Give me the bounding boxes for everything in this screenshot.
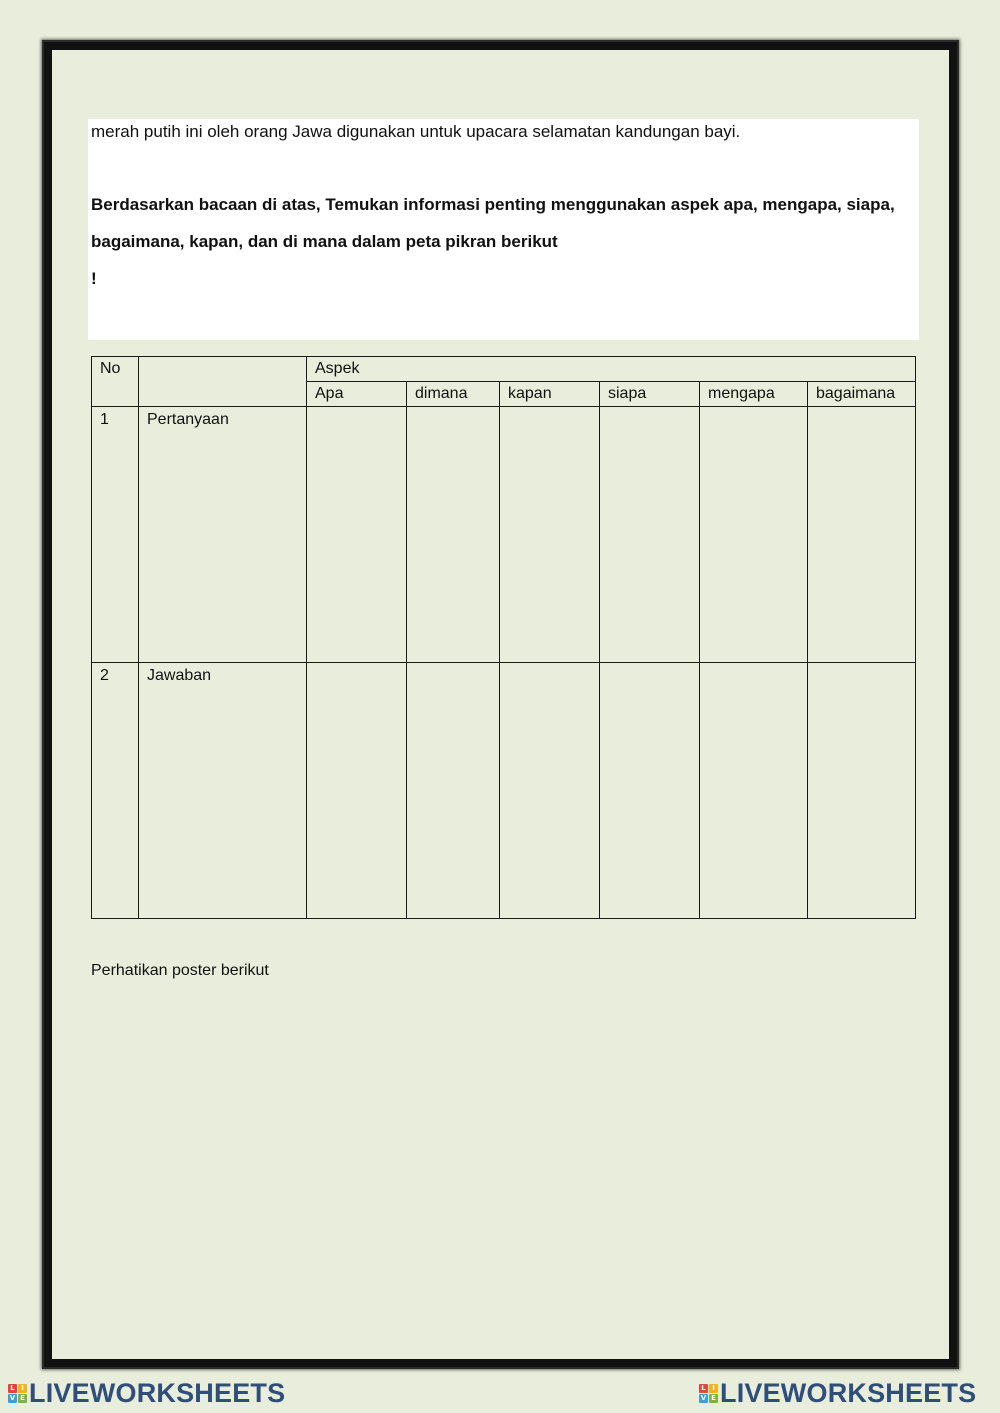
reading-paragraph-end: merah putih ini oleh orang Jawa digunakan untuk upacara selamatan kandungan bayi.: [91, 122, 741, 141]
aspect-siapa: siapa: [600, 382, 700, 407]
pertanyaan-apa-cell[interactable]: [307, 407, 407, 663]
logo-tile: I: [18, 1384, 27, 1393]
pertanyaan-mengapa-cell[interactable]: [700, 407, 808, 663]
brand-name: LIVEWORKSHEETS: [29, 1378, 286, 1408]
table-row: [92, 407, 916, 663]
logo-tile: L: [8, 1384, 17, 1393]
liveworksheets-logo-icon: [699, 1384, 718, 1403]
instruction-line-3: !: [91, 269, 97, 288]
reading-text-panel: [88, 119, 919, 340]
pertanyaan-dimana-cell[interactable]: [407, 407, 500, 663]
instruction-line-2: bagaimana, kapan, dan di mana dalam peta pikran berikut: [91, 232, 558, 251]
header-blank: [139, 357, 307, 407]
logo-tile: L: [699, 1384, 708, 1393]
row-number: 1: [92, 407, 139, 663]
row-label: Jawaban: [139, 663, 307, 919]
logo-tile: V: [9, 1394, 16, 1402]
jawaban-kapan-cell[interactable]: [500, 663, 600, 919]
poster-prompt: Perhatikan poster berikut: [91, 962, 269, 979]
jawaban-mengapa-cell[interactable]: [700, 663, 808, 919]
liveworksheets-brand: [699, 1378, 976, 1409]
aspect-bagaimana: bagaimana: [808, 382, 916, 407]
liveworksheets-brand: [8, 1378, 285, 1409]
liveworksheets-logo-icon: [8, 1384, 27, 1403]
aspect-table: [91, 356, 916, 919]
aspect-kapan: kapan: [500, 382, 600, 407]
jawaban-bagaimana-cell[interactable]: [808, 663, 916, 919]
table-header-row: [92, 357, 916, 382]
logo-tile: E: [18, 1394, 27, 1403]
instruction-line-1: Berdasarkan bacaan di atas, Temukan informasi penting menggunakan aspek apa, mengapa, siapa,: [91, 195, 895, 214]
header-aspek: Aspek: [307, 357, 916, 382]
logo-tile: V: [700, 1394, 707, 1402]
logo-tile: E: [709, 1394, 718, 1403]
logo-tile: I: [709, 1384, 718, 1393]
aspect-dimana: dimana: [407, 382, 500, 407]
row-number: 2: [92, 663, 139, 919]
pertanyaan-bagaimana-cell[interactable]: [808, 407, 916, 663]
aspect-mengapa: mengapa: [700, 382, 808, 407]
pertanyaan-siapa-cell[interactable]: [600, 407, 700, 663]
brand-name: LIVEWORKSHEETS: [720, 1378, 977, 1408]
aspect-apa: Apa: [307, 382, 407, 407]
pertanyaan-kapan-cell[interactable]: [500, 407, 600, 663]
header-no: No: [92, 357, 139, 407]
jawaban-dimana-cell[interactable]: [407, 663, 500, 919]
jawaban-apa-cell[interactable]: [307, 663, 407, 919]
jawaban-siapa-cell[interactable]: [600, 663, 700, 919]
row-label: Pertanyaan: [139, 407, 307, 663]
table-row: [92, 663, 916, 919]
